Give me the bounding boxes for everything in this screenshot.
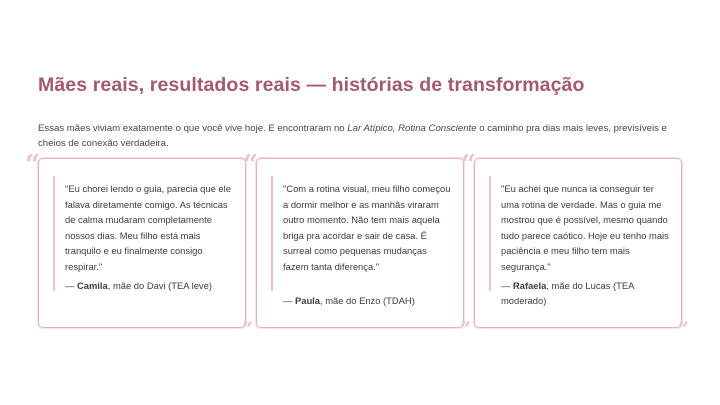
- testimonial-author: [283, 294, 453, 309]
- author-detail: , mãe do Lucas (TEA moderado): [501, 280, 634, 306]
- author-detail: , mãe do Enzo (TDAH): [320, 295, 415, 306]
- testimonial-quote: "Eu achei que nunca ia conseguir ter uma rotina de verdade. Mas o guia me mostrou que é possível, mesmo quando tudo parece caótico. Hoje eu tenho mais paciência e meu filho tem mais segurança.": [501, 183, 669, 272]
- author-dash: —: [501, 280, 513, 291]
- testimonial-card: [461, 150, 689, 341]
- testimonial-author: [501, 279, 671, 308]
- testimonial-cards: [25, 150, 689, 341]
- author-dash: —: [65, 280, 77, 291]
- section-intro: [38, 121, 683, 151]
- open-quote-icon: “: [461, 150, 476, 180]
- intro-text-end: o caminho pra dias mais leves, previsíveis e cheios de conexão verdadeira.: [38, 123, 667, 149]
- open-quote-icon: “: [25, 150, 40, 180]
- author-dash: —: [283, 295, 295, 306]
- author-name: Paula: [294, 295, 320, 306]
- testimonial-author: [65, 279, 235, 294]
- product-name: Lar Atípico, Rotina Consciente: [347, 123, 477, 134]
- quote-accent-bar: [271, 176, 273, 291]
- close-quote-icon: ”: [677, 317, 689, 341]
- close-quote-icon: ”: [459, 317, 471, 341]
- open-quote-icon: “: [243, 150, 258, 180]
- quote-accent-bar: [489, 176, 491, 291]
- intro-text-start: Essas mães viviam exatamente o que você vive hoje. E encontraram no: [38, 123, 348, 134]
- author-name: Rafaela: [512, 280, 547, 291]
- quote-accent-bar: [53, 176, 55, 291]
- section-title: Mães reais, resultados reais — histórias de transformação: [38, 74, 585, 96]
- author-detail: , mãe do Davi (TEA leve): [107, 280, 212, 291]
- testimonial-card: [243, 150, 471, 341]
- author-name: Camila: [76, 280, 108, 291]
- testimonial-quote: "Eu chorei lendo o guia, parecia que ele falava diretamente comigo. As técnicas de calma mudaram completamente nossos dias. Meu filho está mais tranquilo e eu finalmente consigo respirar.": [65, 183, 231, 272]
- close-quote-icon: ”: [241, 317, 253, 341]
- testimonial-quote: "Com a rotina visual, meu filho começou a dormir melhor e as manhãs viraram outro momento. Não tem mais aquela briga pra acordar e sair de casa. É surreal como pequenas mudanças fazem tanta diferença.": [283, 183, 451, 272]
- testimonial-card: [25, 150, 253, 341]
